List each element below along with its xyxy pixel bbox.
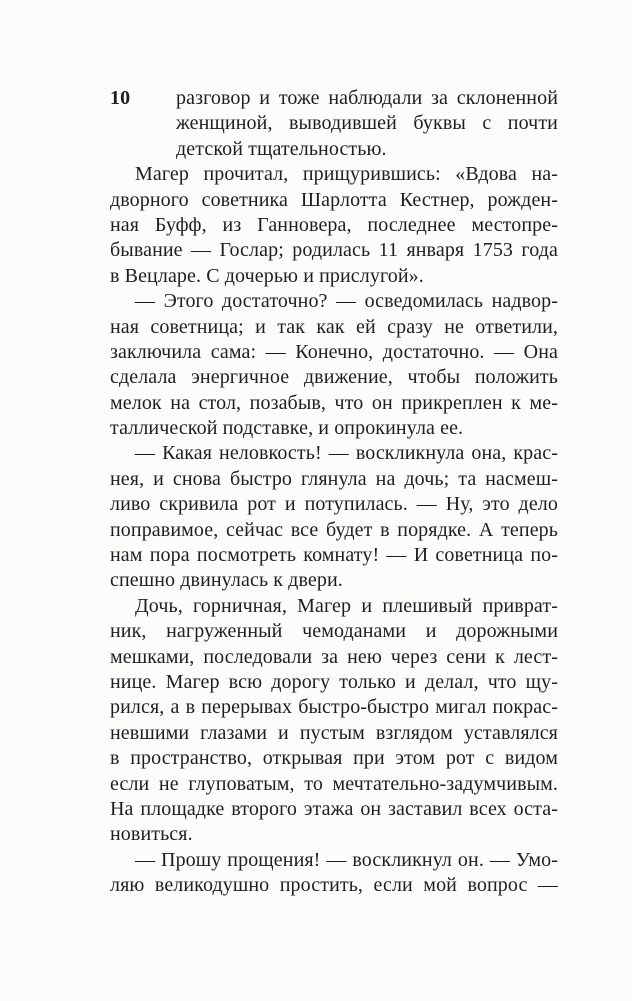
text-line: новиться. — [110, 823, 193, 846]
text-line: ная Буфф, из Ганновера, последнее местопре- — [110, 213, 558, 236]
text-line: Дочь, горничная, Магер и плешивый приврат- — [135, 594, 558, 617]
paragraph — [110, 86, 558, 162]
text-line: — Какая неловкость! — воскликнула она, крас- — [135, 442, 558, 465]
text-line: поправимое, сейчас все будет в порядке. А теперь — [110, 518, 558, 541]
text-line: спешно двинулась к двери. — [110, 569, 343, 592]
text-line: заключила сама: — Конечно, достаточно. — Она — [110, 340, 558, 363]
text-line: ливо скривила рот и потупилась. — Ну, это дело — [110, 493, 558, 516]
text-line: нея, и снова быстро глянула на дочь; та насмеш- — [110, 467, 558, 490]
text-line: — Этого достаточно? — осведомилась надвор- — [135, 290, 558, 313]
text-line: — Прошу прощения! — воскликнул он. — Умо- — [135, 848, 558, 871]
text-line: таллической подставке, и опрокинула ее. — [110, 417, 464, 440]
text-line: невшими глазами и пустым взглядом уставлялся — [110, 721, 558, 744]
text-line: дворного советника Шарлотта Кестнер, рожден- — [110, 188, 558, 211]
text-line: детской тщательностью. — [176, 137, 387, 160]
paragraph — [110, 289, 558, 441]
text-line: сделала энергичное движение, чтобы положить — [110, 366, 558, 389]
text-line: нам пора посмотреть комнату! — И советница по- — [110, 544, 558, 567]
text-line: нице. Магер всю дорогу только и делал, что щу- — [110, 670, 558, 693]
text-line: Магер прочитал, прищурившись: «Вдова на- — [135, 163, 558, 186]
text-line: ник, нагруженный чемоданами и дорожными — [110, 620, 558, 643]
paragraph — [110, 441, 558, 593]
paragraph — [110, 162, 558, 289]
paragraph — [110, 848, 558, 899]
text-line: ная советница; и так как ей сразу не ответили, — [110, 315, 558, 338]
text-line: женщиной, выводившей буквы с почти — [176, 112, 558, 135]
text-line: мешками, последовали за нею через сени к лест- — [110, 645, 558, 668]
text-line: На площадке второго этажа он заставил всех оста- — [110, 797, 558, 820]
text-line: если не глуповатым, то мечтательно-задумчивым. — [110, 772, 558, 795]
text-line: рился, а в перерывах быстро-быстро мигал покрас- — [110, 696, 558, 719]
text-line: бывание — Гослар; родилась 11 января 1753 года — [110, 239, 558, 262]
text-line: в пространство, открывая при этом рот с видом — [110, 747, 558, 770]
text-line: ляю великодушно простить, если мой вопрос — — [110, 874, 558, 897]
text-line: мелок на стол, позабыв, что он прикреплен к ме- — [110, 391, 558, 414]
text-column — [110, 86, 558, 899]
paragraph — [110, 594, 558, 848]
text-line: разговор и тоже наблюдали за склоненной — [176, 87, 558, 109]
text-line: в Вецларе. С дочерью и прислугой». — [110, 264, 424, 287]
page-number: 10 — [110, 87, 131, 109]
